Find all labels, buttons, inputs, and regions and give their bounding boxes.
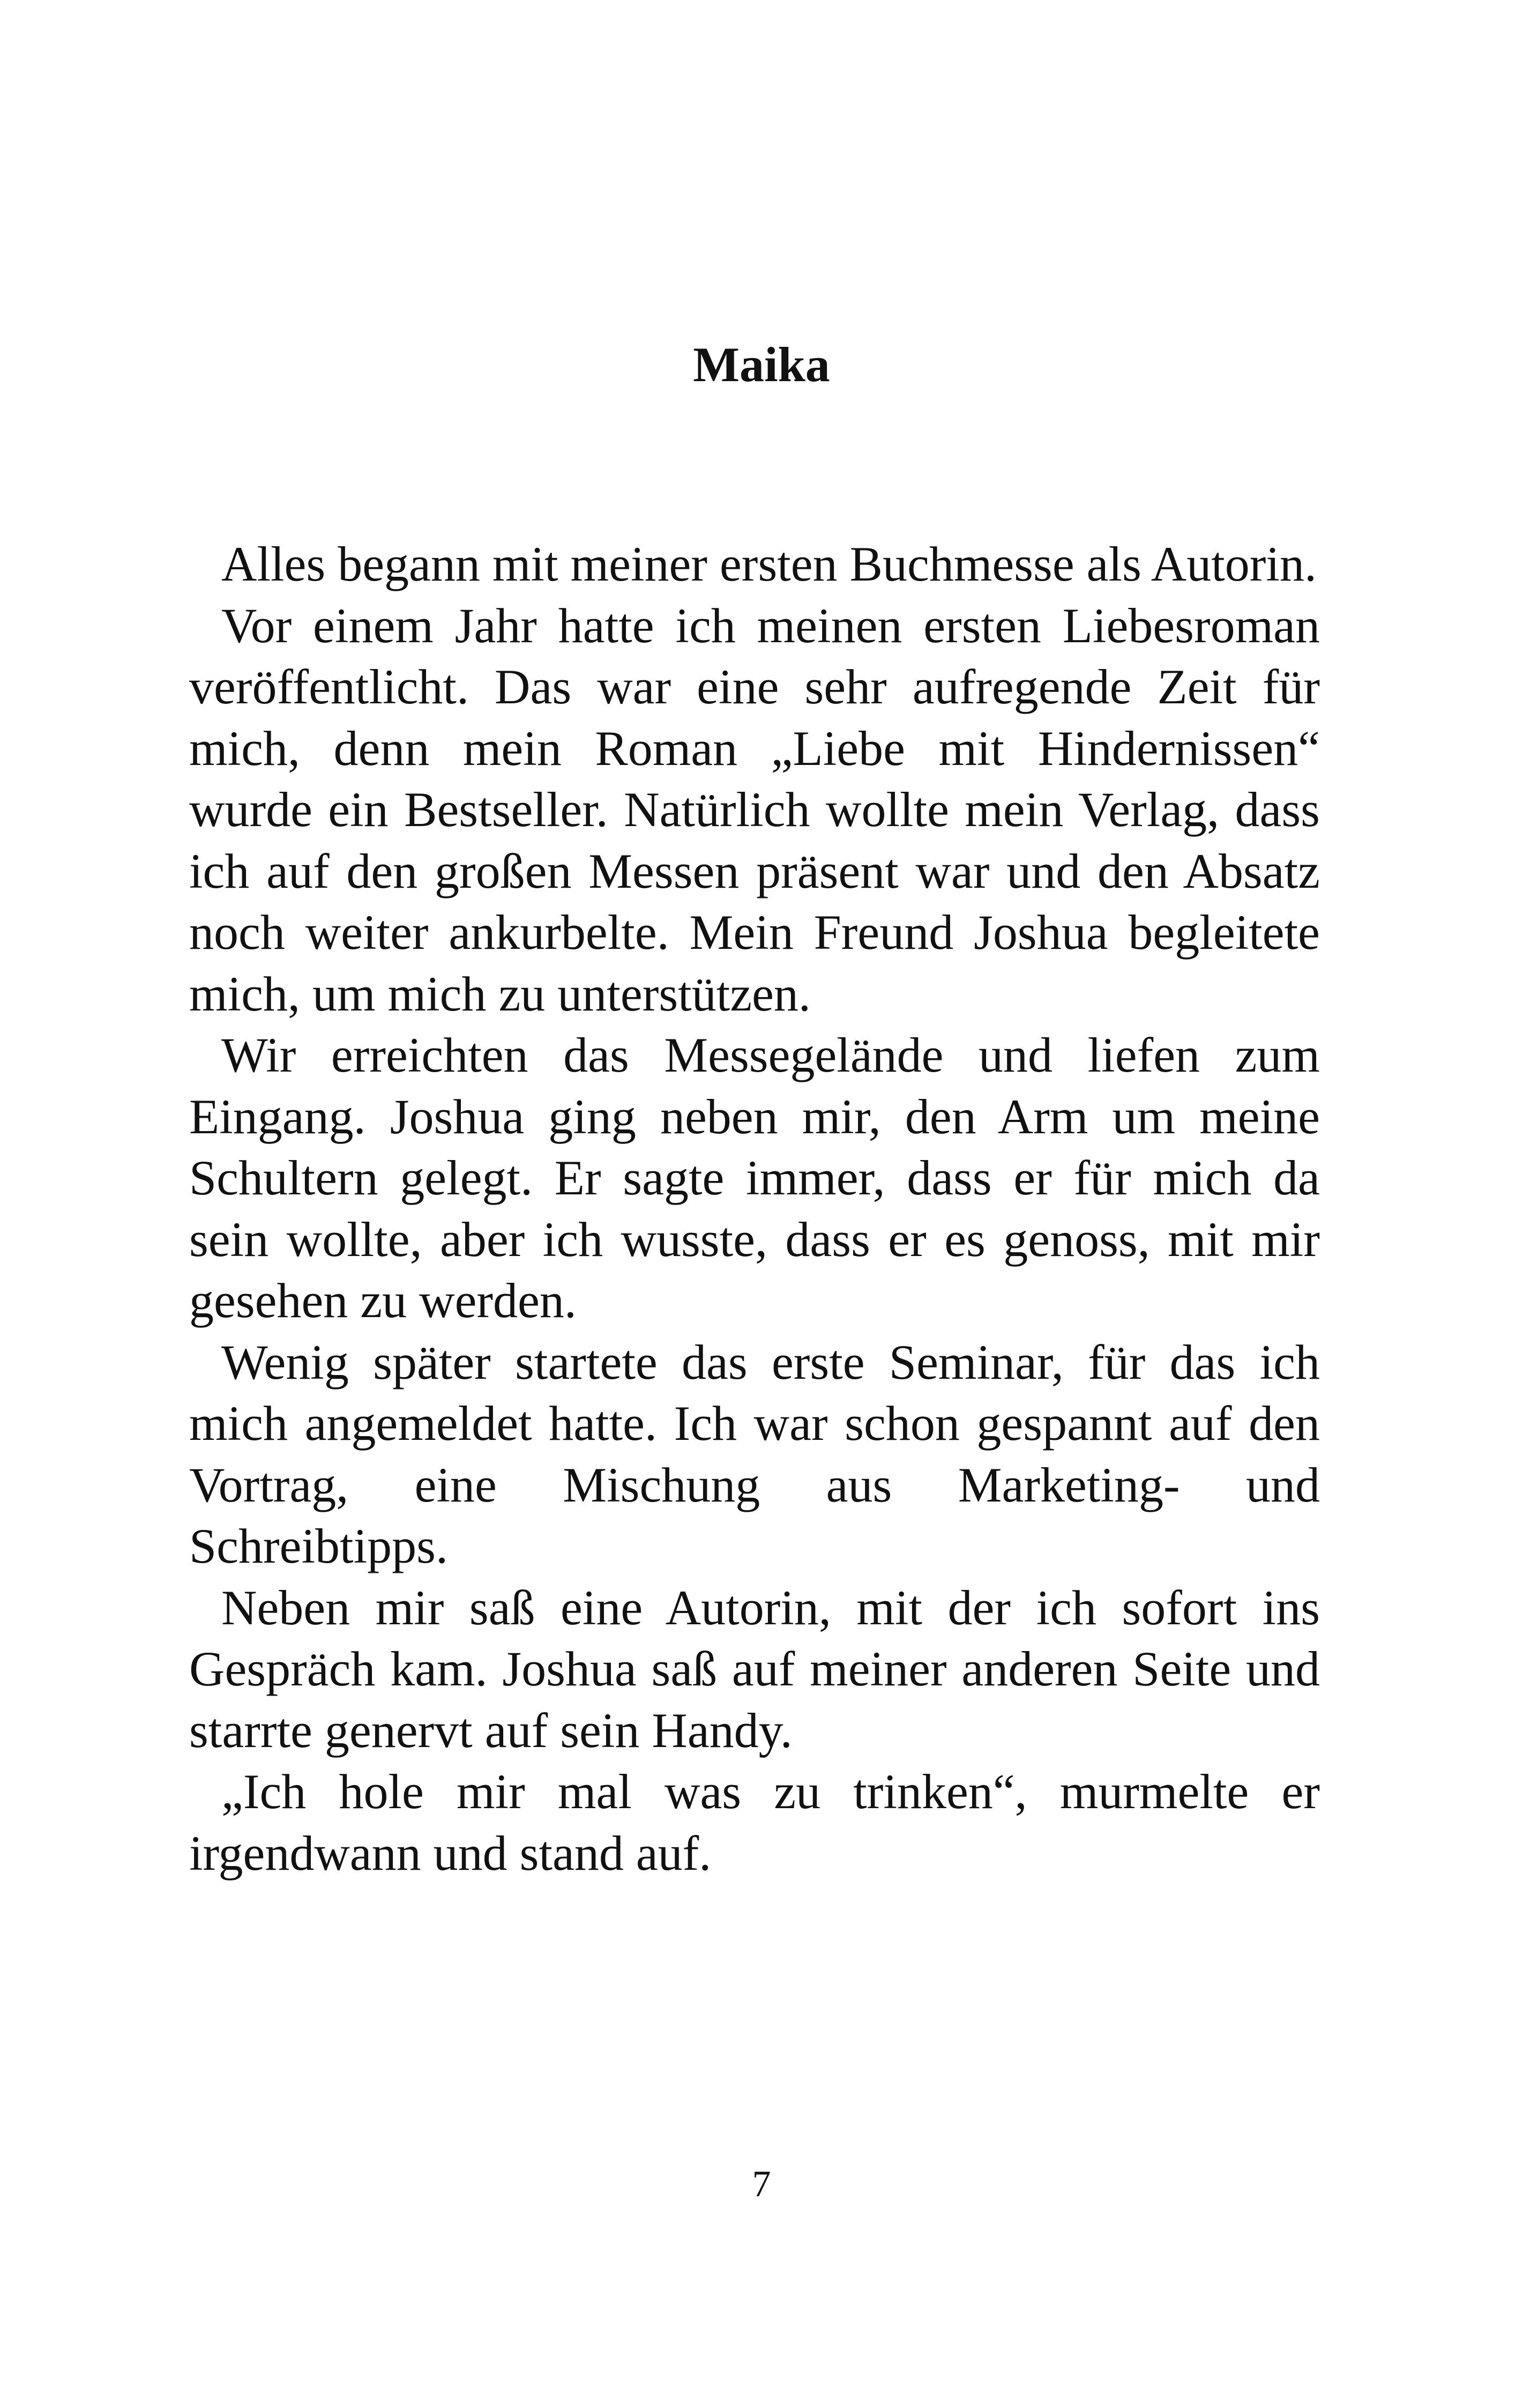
chapter-title: Maika (693, 337, 830, 392)
paragraph: Wir erreichten das Messegelände und liefen zum Eingang. Joshua ging neben mir, den Arm um meine Schultern gelegt. Er sagte immer, dass er für mich da sein wollte, aber ich wusste, dass er es genoss, mit mir gesehen zu werden. (189, 1028, 1320, 1328)
paragraph: Neben mir saß eine Autorin, mit der ich sofort ins Gespräch kam. Joshua saß auf meiner anderen Seite und starrte genervt auf sein Handy. (189, 1580, 1320, 1758)
paragraph: Wenig später startete das erste Seminar, für das ich mich angemeldet hatte. Ich war schon gespannt auf den Vortrag, eine Mischung aus Marketing- und Schreibtipps. (189, 1334, 1320, 1573)
paragraph: Alles begann mit meiner ersten Buchmesse als Autorin. (221, 537, 1317, 591)
body-text (189, 533, 1320, 1884)
page-number: 7 (752, 2164, 771, 2205)
paragraph: Vor einem Jahr hatte ich meinen ersten Liebesroman veröffentlicht. Das war eine sehr aufregende Zeit für mich, denn mein Roman „Liebe mit Hindernissen“ wurde ein Bestseller. Natürlich wollte mein Verlag, dass ich auf den großen Messen präsent war und den Absatz noch weiter ankurbelte. Mein Freund Joshua begleitete mich, um mich zu unterstützen. (189, 598, 1320, 1021)
paragraph: „Ich hole mir mal was zu trinken“, murmelte er irgendwann und stand auf. (189, 1764, 1320, 1881)
